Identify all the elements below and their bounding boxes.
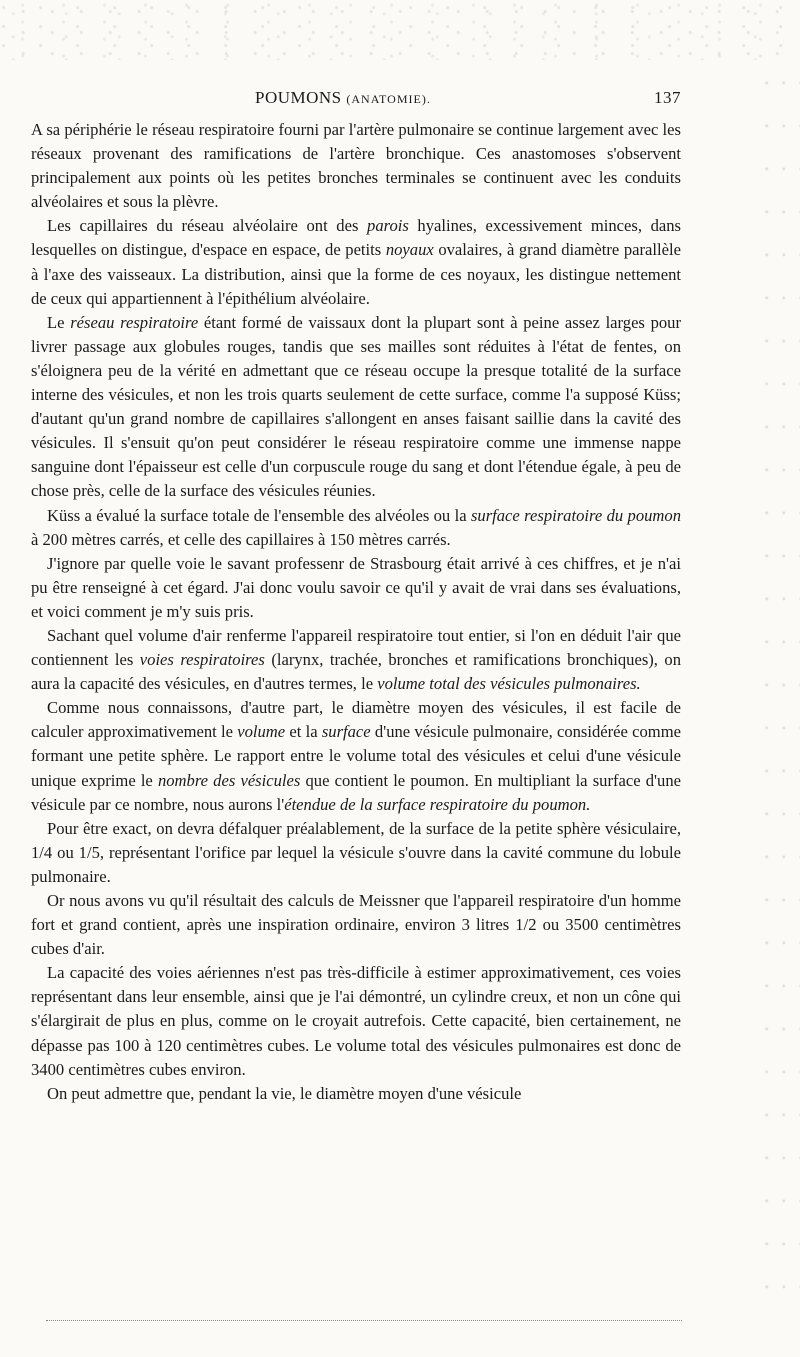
scan-noise-right — [760, 70, 800, 1320]
scan-noise-top — [0, 0, 800, 60]
paragraph — [31, 961, 681, 1081]
bottom-dotted-rule — [46, 1320, 682, 1321]
paragraph — [31, 624, 681, 696]
italic-run: nombre des vésicules — [157, 770, 301, 790]
text-run: On peut admettre que, pendant la vie, le diamètre moyen d'une vésicule — [47, 1083, 522, 1103]
text-run: Le — [47, 312, 71, 332]
text-run: à 200 mètres carrés, et celle des capillaires à 150 mètres carrés. — [31, 529, 451, 549]
paragraph — [31, 311, 681, 504]
text-run: étant formé de vaissaux dont la plupart sont à peine assez larges pour livrer passage aux globules rouges, tandis que ses mailles sont réduites à l'état de fentes, on s'éloignera peu de la vérité en admettant que ce réseau occupe la presque totalité de la surface interne des vésicules, et non les trois quarts seulement de cette surface, comme l'a supposé Küss; d'autant qu'un grand nombre de capillaires s'allongent en anses faisant saillie dans la cavité des vésicules. Il s'ensuit qu'on peut considérer le réseau respiratoire comme une immense nappe sanguine dont l'épaisseur est celle d'un corpuscule rouge du sang et dont l'étendue égale, à peu de chose près, celle de la surface des vésicules réunies. — [31, 312, 681, 501]
text-run: (larynx, trachée, bronches et ramifications bronchiques), on aura la capacité des vésicules, en d'autres termes, le — [31, 650, 682, 694]
italic-run: volume total des vésicules pulmonaires. — [377, 674, 641, 694]
body-text — [31, 118, 681, 1106]
text-run: La capacité des voies aériennes n'est pas très-difficile à estimer approximativement, ces voies représentant dans leur ensemble, ainsi que je l'ai démontré, un cylindre creux, et non un cône qui s'élargirait de plus en plus, comme on le croyait autrefois. Cette capacité, bien certainement, ne dépasse pas 100 à 120 centimètres cubes. Le volume total des vésicules pulmonaires est donc de 3400 centimètres cubes environ. — [31, 963, 681, 1079]
running-header — [31, 88, 681, 118]
text-run: Comme nous connaissons, d'autre part, le diamètre moyen des vésicules, il est facile de calculer approximativement le — [31, 698, 681, 742]
page-number: 137 — [654, 88, 681, 107]
paragraph — [31, 1082, 681, 1106]
italic-run: étendue de la surface respiratoire du poumon. — [284, 794, 591, 814]
italic-run: volume — [237, 722, 286, 742]
paragraph — [31, 118, 681, 214]
running-title — [255, 88, 431, 108]
italic-run: parois — [367, 216, 409, 236]
text-run: d'une vésicule pulmonaire, considérée comme formant une petite sphère. Le rapport entre le volume total des vésicules et celui d'une vésicule unique exprime le — [31, 722, 681, 790]
paragraph — [31, 889, 681, 961]
italic-run: voies respiratoires — [139, 650, 265, 670]
text-run: Küss a évalué la surface totale de l'ensemble des alvéoles ou la — [47, 505, 471, 525]
paragraph — [31, 552, 681, 624]
book-page — [31, 88, 681, 1106]
italic-run: surface respiratoire du poumon — [470, 505, 681, 525]
text-run: que contient le poumon. En multipliant la surface d'une vésicule par ce nombre, nous aurons l' — [31, 770, 681, 814]
text-run: hyalines, excessivement minces, dans lesquelles on distingue, d'espace en espace, de petits — [31, 216, 681, 260]
paragraph — [31, 214, 681, 310]
text-run: ovalaires, à grand diamètre parallèle à l'axe des vaisseaux. La distribution, ainsi que la forme de ces noyaux, les distingue nettement de ceux qui appartiennent à l'épithélium alvéolaire. — [31, 240, 681, 308]
text-run: Sachant quel volume d'air renferme l'appareil respiratoire tout entier, si l'on en déduit l'air que contiennent les — [31, 625, 681, 670]
text-run: Pour être exact, on devra défalquer préalablement, de la surface de la petite sphère vésiculaire, 1/4 ou 1/5, représentant l'orifice par lequel la vésicule s'ouvre dans la cavité commune du lobule pulmonaire. — [31, 818, 681, 886]
italic-run: surface — [321, 722, 371, 742]
text-run: Or nous avons vu qu'il résultait des calculs de Meissner que l'appareil respiratoire d'un homme fort et grand contient, après une inspiration ordinaire, environ 3 litres 1/2 ou 3500 centimètres cubes d'air. — [31, 891, 681, 959]
paragraph — [31, 696, 681, 816]
text-run: et la — [285, 722, 322, 742]
text-run: A sa périphérie le réseau respiratoire fourni par l'artère pulmonaire se continue largement avec les réseaux provenant des ramifications de l'artère bronchique. Ces anastomoses s'observent principalement aux points où les petites bronches terminales se continuent avec les conduits alvéolaires et sous la plèvre. — [31, 120, 681, 212]
text-run: Les capillaires du réseau alvéolaire ont des — [47, 216, 368, 236]
italic-run: réseau respiratoire — [70, 312, 199, 332]
running-title-main: POUMONS — [255, 88, 342, 107]
italic-run: noyaux — [385, 240, 434, 260]
running-title-sub: (ANATOMIE). — [346, 92, 431, 106]
paragraph — [31, 817, 681, 889]
text-run: J'ignore par quelle voie le savant professenr de Strasbourg était arrivé à ces chiffres, et je n'ai pu être renseigné à cet égard. J'ai donc voulu savoir ce qu'il y avait de vrai dans ses évaluations, et voici comment je m'y suis pris. — [31, 553, 681, 621]
paragraph — [31, 504, 681, 552]
